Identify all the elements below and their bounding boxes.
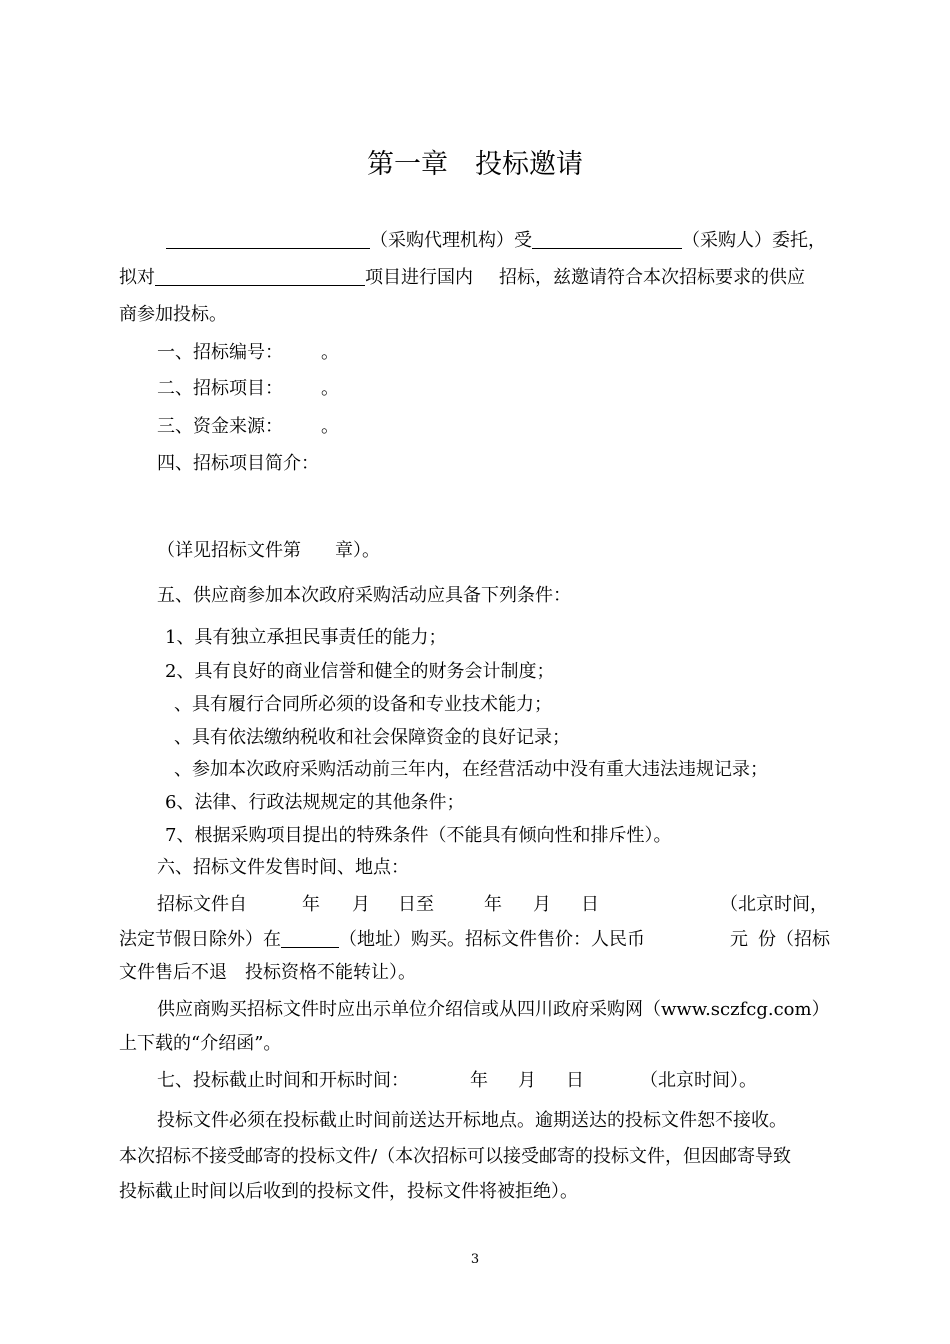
see-chapter-a: （详见招标文件第 — [157, 540, 301, 561]
conditions-heading: 五、供应商参加本次政府采购活动应具备下列条件： — [157, 585, 571, 606]
item-project — [157, 378, 339, 400]
item-fund — [157, 416, 339, 438]
deadline-para-line1: 投标文件必须在投标截止时间前送达开标地点。逾期送达的投标文件恕不接收。 — [157, 1110, 787, 1131]
page-title: 第一章 投标邀请 — [367, 149, 583, 180]
see-chapter-b: 章）。 — [335, 540, 380, 561]
sale-month-1: 月 — [352, 894, 370, 915]
address-blank — [281, 929, 339, 948]
item-project-period: 。 — [321, 378, 339, 399]
sale-month-2: 月 — [533, 894, 551, 915]
agent-text: （采购代理机构）受 — [370, 230, 532, 251]
item-bid-number-label: 一、招标编号： — [157, 342, 283, 363]
condition-item: 、参加本次政府采购活动前三年内，在经营活动中没有重大违法违规记录； — [174, 759, 768, 780]
agent-blank — [166, 230, 370, 249]
project-blank — [155, 267, 365, 286]
intro-line-2 — [119, 267, 805, 289]
item-bid-number — [157, 342, 339, 364]
sale-heading: 六、招标文件发售时间、地点： — [157, 857, 409, 878]
item-bid-number-period: 。 — [321, 342, 339, 363]
deadline-para-line2: 本次招标不接受邮寄的投标文件/（本次招标可以接受邮寄的投标文件，但因邮寄导致 — [119, 1146, 792, 1167]
intro-line-2-c: 招标，兹邀请符合本次招标要求的供应 — [499, 267, 805, 288]
sale-line-2-b: （地址）购买。招标文件售价：人民币 — [339, 929, 645, 950]
intro-line-2-b: 项目进行国内 — [365, 267, 473, 288]
condition-item: 、具有履行合同所必须的设备和专业技术能力； — [174, 694, 552, 715]
deadline-heading: 七、投标截止时间和开标时间： — [157, 1070, 409, 1091]
condition-item: 6、法律、行政法规规定的其他条件； — [165, 792, 465, 813]
item-intro: 四、招标项目简介： — [157, 453, 319, 474]
sale-line-2-a: 法定节假日除外）在 — [119, 929, 281, 950]
sale-para2-line1: 供应商购买招标文件时应出示单位介绍信或从四川政府采购网（www.sczfcg.com） — [157, 999, 830, 1020]
intro-line-3: 商参加投标。 — [119, 304, 227, 325]
purchaser-blank — [532, 230, 682, 249]
sale-year-1: 年 — [302, 894, 320, 915]
deadline-year: 年 — [470, 1070, 488, 1091]
see-chapter — [157, 540, 380, 562]
item-fund-label: 三、资金来源： — [157, 416, 283, 437]
sale-year-2: 年 — [484, 894, 502, 915]
deadline-beijing: （北京时间）。 — [640, 1070, 757, 1091]
sale-fen: 份（招标 — [758, 929, 830, 950]
sale-line-3: 文件售后不退 投标资格不能转让）。 — [119, 962, 416, 983]
item-project-label: 二、招标项目： — [157, 378, 283, 399]
sale-beijing-time: （北京时间， — [720, 894, 828, 915]
sale-day-2: 日 — [581, 894, 599, 915]
condition-item: 2、具有良好的商业信誉和健全的财务会计制度； — [165, 661, 555, 682]
sale-day-to: 日至 — [398, 894, 434, 915]
condition-item: 7、根据采购项目提出的特殊条件（不能具有倾向性和排斥性）。 — [165, 825, 672, 846]
condition-item: 、具有依法缴纳税收和社会保障资金的良好记录； — [174, 727, 570, 748]
sale-from: 招标文件自 — [157, 894, 247, 915]
item-fund-period: 。 — [321, 416, 339, 437]
intro-line-2-a: 拟对 — [119, 267, 155, 288]
sale-para2-line2: 上下载的“介绍函”。 — [119, 1033, 282, 1054]
condition-item: 1、具有独立承担民事责任的能力； — [165, 627, 447, 648]
sale-yuan: 元 — [730, 929, 748, 950]
sale-line-2 — [119, 929, 645, 951]
deadline-para-line3: 投标截止时间以后收到的投标文件，投标文件将被拒绝）。 — [119, 1181, 578, 1202]
deadline-day: 日 — [566, 1070, 584, 1091]
page-number: 3 — [470, 1252, 480, 1267]
purchaser-text: （采购人）委托， — [682, 230, 826, 251]
deadline-month: 月 — [518, 1070, 536, 1091]
intro-line-1 — [166, 230, 826, 252]
